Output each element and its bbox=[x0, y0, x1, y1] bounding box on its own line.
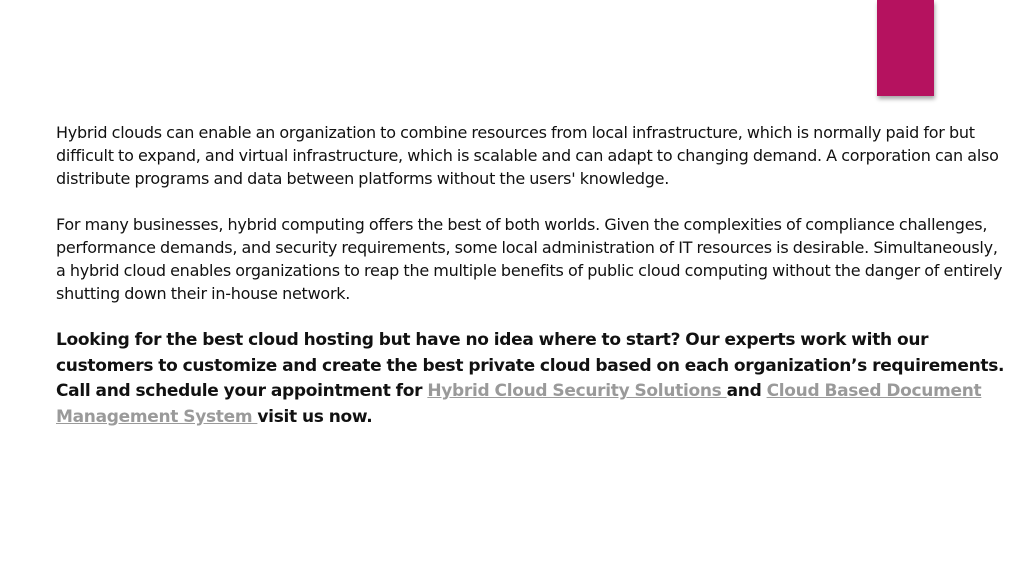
cta-text-middle: and bbox=[726, 381, 767, 402]
paragraph-hybrid-clouds: Hybrid clouds can enable an organization to combine resources from local infrastructure, which is normally paid for but difficult to expand, and virtual infrastructure, which is scalable and can adapt to changing demand. A corporation can also distribute programs and data between platforms without the users' knowledge. bbox=[56, 123, 999, 189]
accent-bar bbox=[877, 0, 934, 96]
hybrid-cloud-security-link[interactable]: Hybrid Cloud Security Solutions bbox=[427, 381, 727, 402]
document-management-link[interactable]: Cloud Based Document Management System bbox=[56, 381, 982, 427]
paragraph-hybrid-computing: For many businesses, hybrid computing offers the best of both worlds. Given the complexities of compliance challenges, performance demands, and security requirements, some local administration of IT resources is desirable. Simultaneously, a hybrid cloud enables organizations to reap the multiple benefits of public cloud computing without the danger of entirely shutting down their in-house network. bbox=[56, 214, 1003, 304]
cta-text-before: Looking for the best cloud hosting but have no idea where to start? Our experts work with our customers to customize and create the best private cloud based on each organization’s requirements. Call and schedule your appointment for bbox=[56, 330, 1005, 402]
cta-text-after: visit us now. bbox=[257, 406, 373, 427]
slide-content bbox=[56, 121, 1011, 430]
call-to-action bbox=[56, 328, 1011, 430]
